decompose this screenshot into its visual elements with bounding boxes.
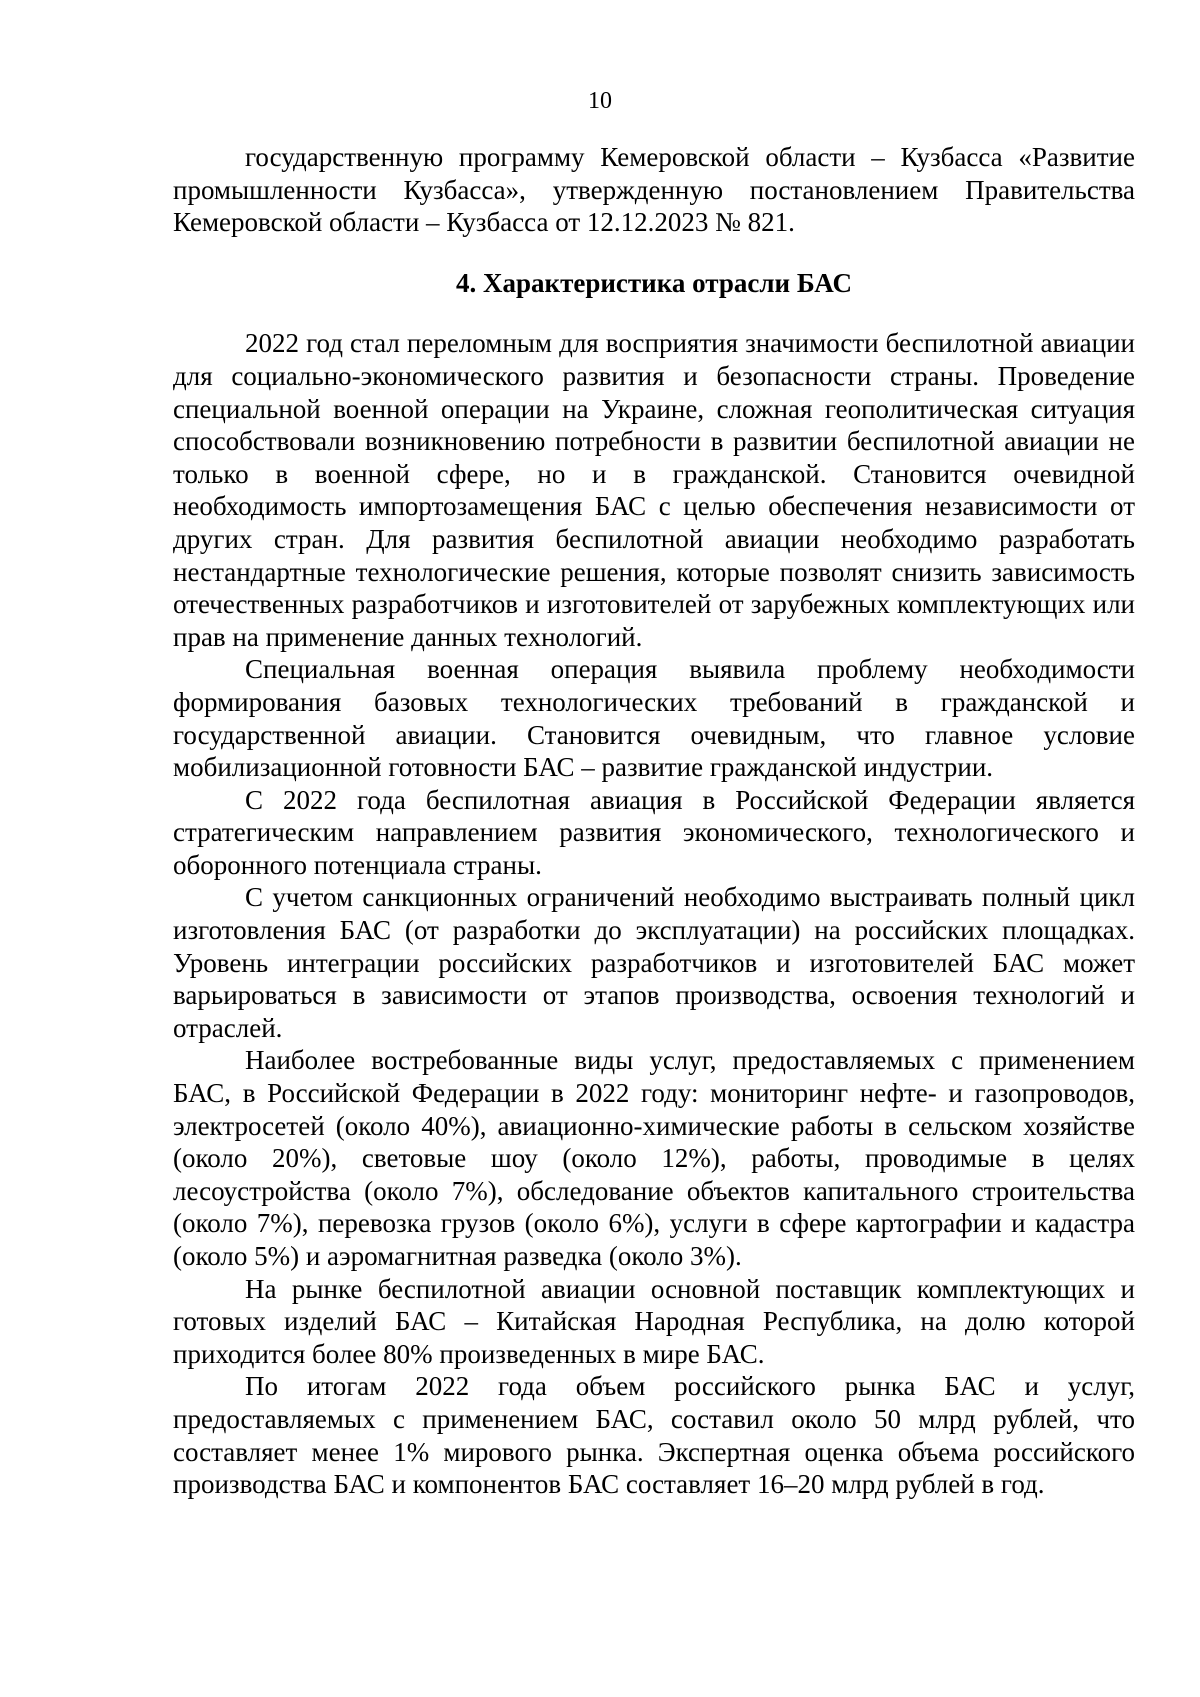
- paragraph: Специальная военная операция выявила проблему необходимости формирования базовых технологических требований в гражданской и государственной авиации. Становится очевидным, что главное условие мобилизационной готовности БАС – развитие гражданской индустрии.: [173, 654, 1135, 783]
- intro-paragraph: государственную программу Кемеровской области – Кузбасса «Развитие промышленности Кузбасса», утвержденную постановлением Правительства Кемеровской области – Кузбасса от 12.12.2023 № 821.: [173, 142, 1135, 238]
- paragraph: На рынке беспилотной авиации основной поставщик комплектующих и готовых изделий БАС – Китайская Народная Республика, на долю которой приходится более 80% произведенных в мире БАС.: [173, 1273, 1135, 1369]
- paragraph: С 2022 года беспилотная авиация в Российской Федерации является стратегическим направлением развития экономического, технологического и оборонного потенциала страны.: [173, 784, 1135, 880]
- page-number: 10: [588, 88, 612, 114]
- paragraph: По итогам 2022 года объем российского рынка БАС и услуг, предоставляемых с применением БАС, составил около 50 млрд рублей, что составляет менее 1% мирового рынка. Экспертная оценка объема российского производства БАС и компонентов БАС составляет 16–20 млрд рублей в год.: [173, 1371, 1135, 1500]
- paragraph: 2022 год стал переломным для восприятия значимости беспилотной авиации для социально-экономического развития и безопасности страны. Проведение специальной военной операции на Украине, сложная геополитическая ситуация способствовали возникновению потребности в развитии беспилотной авиации не только в военной сфере, но и в гражданской. Становится очевидной необходимость импортозамещения БАС с целью обеспечения независимости от других стран. Для развития беспилотной авиации необходимо разработать нестандартные технологические решения, которые позволят снизить зависимость отечественных разработчиков и изготовителей от зарубежных комплектующих или прав на применение данных технологий.: [173, 328, 1135, 652]
- document-body: [173, 141, 1135, 1501]
- section-heading: 4. Характеристика отрасли БАС: [456, 267, 852, 298]
- paragraph: С учетом санкционных ограничений необходимо выстраивать полный цикл изготовления БАС (от разработки до эксплуатации) на российских площадках. Уровень интеграции российских разработчиков и изготовителей БАС может варьироваться в зависимости от этапов производства, освоения технологий и отраслей.: [173, 882, 1135, 1043]
- paragraph: Наиболее востребованные виды услуг, предоставляемых с применением БАС, в Российской Федерации в 2022 году: мониторинг нефте- и газопроводов, электросетей (около 40%), авиационно-химические работы в сельском хозяйстве (около 20%), световые шоу (около 12%), работы, проводимые в целях лесоустройства (около 7%), обследование объектов капитального строительства (около 7%), перевозка грузов (около 6%), услуги в сфере картографии и кадастра (около 5%) и аэромагнитная разведка (около 3%).: [173, 1045, 1135, 1271]
